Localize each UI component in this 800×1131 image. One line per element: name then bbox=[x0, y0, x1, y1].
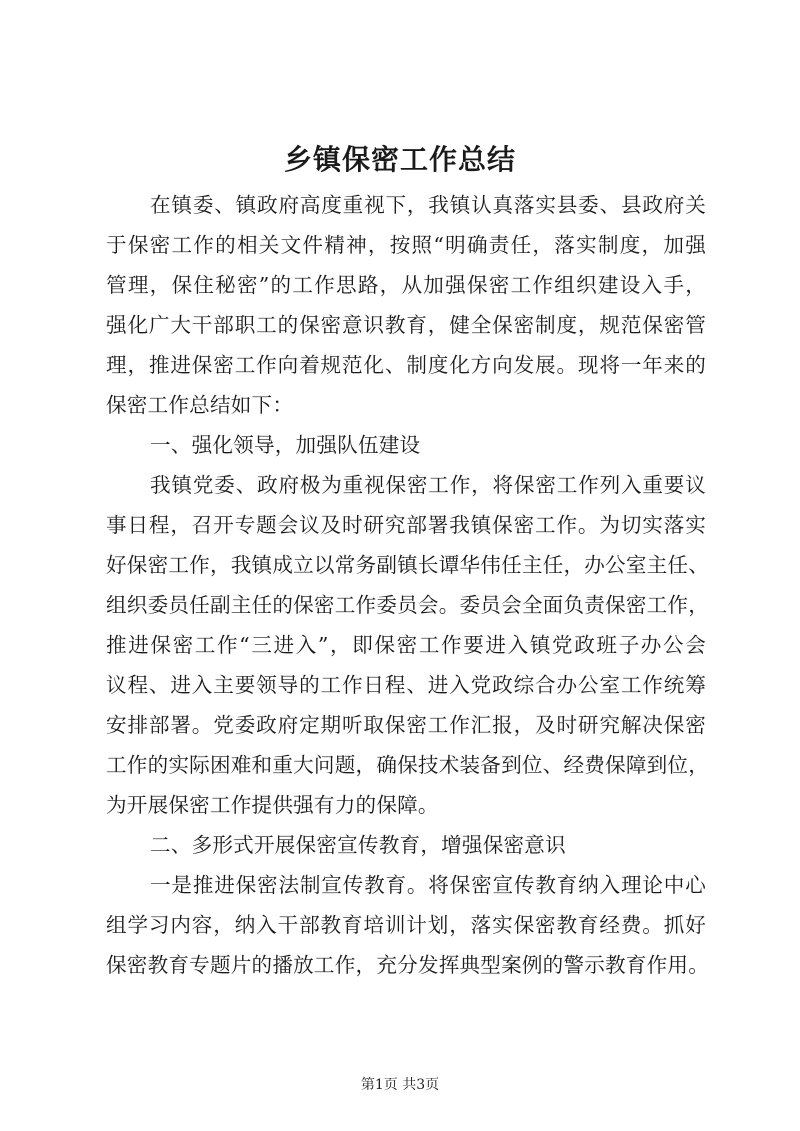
section-heading: 二、多形式开展保密宣传教育，增强保密意识 bbox=[150, 833, 566, 857]
paragraph-line: 事日程，召开专题会议及时研究部署我镇保密工作。为切实落实 bbox=[106, 513, 706, 537]
paragraph-line: 安排部署。党委政府定期听取保密工作汇报，及时研究解决保密 bbox=[106, 713, 706, 737]
paragraph-line: 工作的实际困难和重大问题，确保技术装备到位、经费保障到位， bbox=[106, 753, 710, 777]
section-heading: 一、强化领导，加强队伍建设 bbox=[150, 433, 421, 457]
page-number-footer: 第1页 共3页 bbox=[360, 1077, 440, 1093]
paragraph-line: 我镇党委、政府极为重视保密工作，将保密工作列入重要议 bbox=[150, 473, 706, 497]
paragraph-line: 组学习内容，纳入干部教育培训计划，落实保密教育经费。抓好 bbox=[106, 913, 706, 937]
paragraph-line: 一是推进保密法制宣传教育。将保密宣传教育纳入理论中心 bbox=[150, 873, 706, 897]
paragraph-line: 推进保密工作“三进入”，即保密工作要进入镇党政班子办公会 bbox=[106, 633, 706, 657]
paragraph-line: 强化广大干部职工的保密意识教育，健全保密制度，规范保密管 bbox=[106, 313, 706, 337]
paragraph-line: 好保密工作，我镇成立以常务副镇长谭华伟任主任，办公室主任、 bbox=[106, 553, 710, 577]
paragraph-line: 在镇委、镇政府高度重视下，我镇认真落实县委、县政府关 bbox=[150, 193, 706, 217]
paragraph-line: 保密教育专题片的播放工作，充分发挥典型案例的警示教育作用。 bbox=[106, 953, 710, 977]
paragraph-line: 为开展保密工作提供强有力的保障。 bbox=[106, 793, 439, 817]
paragraph-line: 管理，保住秘密”的工作思路，从加强保密工作组织建设入手， bbox=[106, 273, 706, 297]
document-body bbox=[106, 185, 710, 985]
paragraph-line: 议程、进入主要领导的工作日程、进入党政综合办公室工作统筹 bbox=[106, 673, 706, 697]
paragraph-line: 于保密工作的相关文件精神，按照“明确责任，落实制度，加强 bbox=[106, 233, 706, 257]
paragraph-line: 组织委员任副主任的保密工作委员会。委员会全面负责保密工作， bbox=[106, 593, 710, 617]
document-title: 乡镇保密工作总结 bbox=[283, 143, 516, 176]
paragraph-line: 理，推进保密工作向着规范化、制度化方向发展。现将一年来的 bbox=[106, 353, 706, 377]
paragraph-line: 保密工作总结如下： bbox=[106, 393, 294, 417]
